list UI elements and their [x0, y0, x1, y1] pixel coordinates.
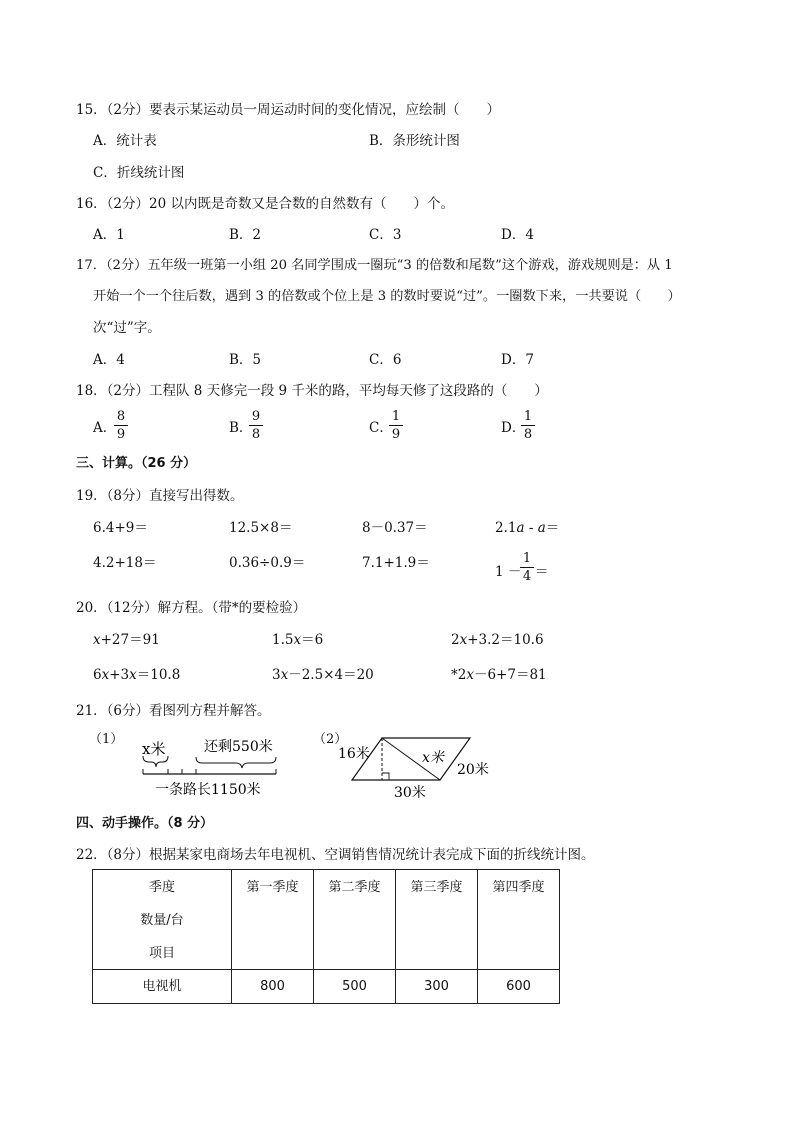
equation-rest: －2.5×4＝20 — [288, 667, 374, 683]
header-label: 第一季度 — [246, 880, 299, 895]
q17-stem-line3: 次“过”字。 — [93, 320, 161, 336]
fraction-numerator: 8 — [116, 409, 126, 424]
fraction-denominator: 9 — [116, 427, 126, 442]
table-cell: 800 — [232, 970, 314, 1004]
q18-option-b-fraction — [249, 409, 263, 442]
table-row — [93, 970, 560, 1004]
variable: x — [459, 632, 468, 648]
coefficient: *2 — [451, 667, 467, 683]
table-cell: 500 — [314, 970, 396, 1004]
sales-statistics-table — [92, 869, 560, 1004]
q17-stem-line2: 开始一个一个往后数，遇到 3 的倍数或个位上是 3 的数时要说“过”。一圈数下来，一共要说（ ） — [93, 289, 681, 304]
figure-1-remaining-label: 还剩550米 — [204, 739, 273, 755]
q18-option-d-label: D． — [501, 420, 526, 436]
fraction-denominator: 8 — [251, 427, 261, 442]
variable: x — [93, 632, 101, 648]
q16-option-d: D．4 — [501, 227, 534, 243]
table-corner-cell — [93, 870, 232, 970]
q18-option-c-label: C． — [369, 420, 393, 436]
figure-1-total-label: 一条路长1150米 — [155, 782, 261, 798]
fraction-denominator: 8 — [523, 427, 533, 442]
q20-stem: 20．（12分）解方程。（带*的要检验） — [76, 600, 307, 616]
fraction-denominator: 4 — [522, 569, 532, 584]
q19-item-fraction-equals: ＝ — [535, 564, 549, 580]
q17-option-b: B．5 — [229, 352, 262, 368]
fraction-numerator: 1 — [523, 409, 533, 424]
q20-equation-1 — [93, 630, 160, 650]
equation-rest: ＝10.8 — [136, 667, 181, 683]
fraction-denominator: 9 — [391, 427, 401, 442]
table-header-row — [93, 870, 560, 970]
q18-option-a-fraction — [114, 409, 128, 442]
variable: x — [280, 667, 289, 683]
q19-item: 0.36÷0.9＝ — [229, 555, 306, 571]
q21-figure-1-segment-diagram — [138, 734, 288, 802]
q17-option-d: D．7 — [501, 352, 534, 368]
corner-label-quantity: 数量/台 — [140, 913, 184, 928]
table-header-cell — [232, 870, 314, 970]
right-angle-marker — [382, 773, 389, 780]
q21-figure-1-tag: （1） — [89, 732, 124, 747]
q16-stem: 16．（2分）20 以内既是奇数又是合数的自然数有（ ）个。 — [76, 196, 454, 212]
q18-option-c-fraction — [389, 409, 403, 442]
q21-figure-2-parallelogram — [330, 734, 500, 804]
table-header-cell — [478, 870, 560, 970]
q19-item: 12.5×8＝ — [229, 520, 293, 536]
table-header-cell — [396, 870, 478, 970]
figure-2-right-label: 20米 — [457, 762, 489, 778]
equals: ＝ — [545, 520, 560, 536]
equation-rest: +3.2＝10.6 — [467, 632, 544, 648]
q19-item: 6.4+9＝ — [93, 520, 148, 536]
middle: +3 — [109, 667, 130, 683]
q19-item-fraction — [520, 551, 534, 584]
variable: x — [101, 667, 110, 683]
section-3-heading: 三、计算。（26 分） — [76, 456, 197, 471]
figure-1-remaining-brace — [196, 757, 276, 768]
fraction-numerator: 1 — [522, 551, 532, 566]
q20-equation-5 — [272, 665, 374, 685]
q17-stem-line1: 17．（2分）五年级一班第一小组 20 名同学围成一圈玩“3 的倍数和尾数”这个游戏，游戏规则是：从 1 — [76, 258, 673, 273]
header-label: 第四季度 — [492, 880, 545, 895]
figure-2-bottom-label: 30米 — [394, 785, 426, 801]
q17-option-a: A．4 — [93, 352, 125, 368]
q21-stem: 21．（6分）看图列方程并解答。 — [76, 703, 271, 719]
variable: x — [129, 667, 137, 683]
equation-rest: －6+7＝81 — [473, 667, 547, 683]
figure-1-x-label: x米 — [142, 740, 166, 758]
q20-equation-6 — [451, 665, 547, 685]
q18-stem: 18．（2分）工程队 8 天修完一段 9 千米的路，平均每天修了这段路的（ ） — [76, 383, 548, 399]
variable: x — [466, 667, 474, 683]
section-4-heading: 四、动手操作。（8 分） — [76, 816, 214, 831]
figure-2-diagonal-label: x米 — [422, 750, 444, 766]
q16-option-c: C．3 — [369, 227, 402, 243]
fraction-numerator: 1 — [391, 409, 401, 424]
coefficient: 1.5 — [272, 632, 294, 648]
table-header-cell — [314, 870, 396, 970]
q16-option-b: B．2 — [229, 227, 262, 243]
q19-item: 7.1+1.9＝ — [362, 555, 430, 571]
fraction-numerator: 9 — [251, 409, 261, 424]
corner-label-quarter: 季度 — [148, 880, 175, 895]
coefficient: 3 — [272, 667, 281, 683]
operator: - — [524, 520, 538, 536]
q20-equation-3 — [451, 630, 544, 650]
equation-rest: ＝6 — [301, 632, 324, 648]
q15-option-b: B．条形统计图 — [369, 133, 460, 149]
header-label: 第二季度 — [328, 880, 381, 895]
table-cell: 300 — [396, 970, 478, 1004]
q15-stem: 15．（2分）要表示某运动员一周运动时间的变化情况，应绘制（ ） — [76, 102, 501, 118]
corner-label-item: 项目 — [148, 946, 175, 961]
q18-option-a-label: A． — [93, 420, 117, 436]
q16-option-a: A．1 — [93, 227, 125, 243]
q17-option-c: C．6 — [369, 352, 402, 368]
table-row-label: 电视机 — [93, 970, 232, 1004]
equation-rest: +27＝91 — [100, 632, 160, 648]
q15-option-a: A．统计表 — [93, 133, 157, 149]
q19-item: 4.2+18＝ — [93, 555, 157, 571]
table-cell: 600 — [478, 970, 560, 1004]
q19-item: 8－0.37＝ — [362, 520, 428, 536]
q18-option-b-label: B． — [229, 420, 253, 436]
q19-item-algebra — [495, 518, 559, 538]
q15-option-c: C．折线统计图 — [93, 165, 185, 181]
q18-option-d-fraction — [521, 409, 535, 442]
variable: a — [516, 520, 525, 536]
variable: a — [537, 520, 546, 536]
q19-item-fraction-prefix: 1 － — [495, 564, 522, 580]
variable: x — [293, 632, 302, 648]
q22-stem: 22．（8分）根据某家电商场去年电视机、空调销售情况统计表完成下面的折线统计图。 — [76, 847, 595, 863]
coefficient: 6 — [93, 667, 102, 683]
coefficient: 2 — [451, 632, 460, 648]
figure-2-left-label: 16米 — [338, 746, 370, 762]
q21-figure-2-tag: （2） — [313, 732, 348, 747]
q20-equation-2 — [272, 630, 323, 650]
header-label: 第三季度 — [410, 880, 463, 895]
q19-stem: 19．（8分）直接写出得数。 — [76, 488, 244, 504]
q20-equation-4 — [93, 665, 180, 685]
coefficient: 2.1 — [495, 520, 517, 536]
